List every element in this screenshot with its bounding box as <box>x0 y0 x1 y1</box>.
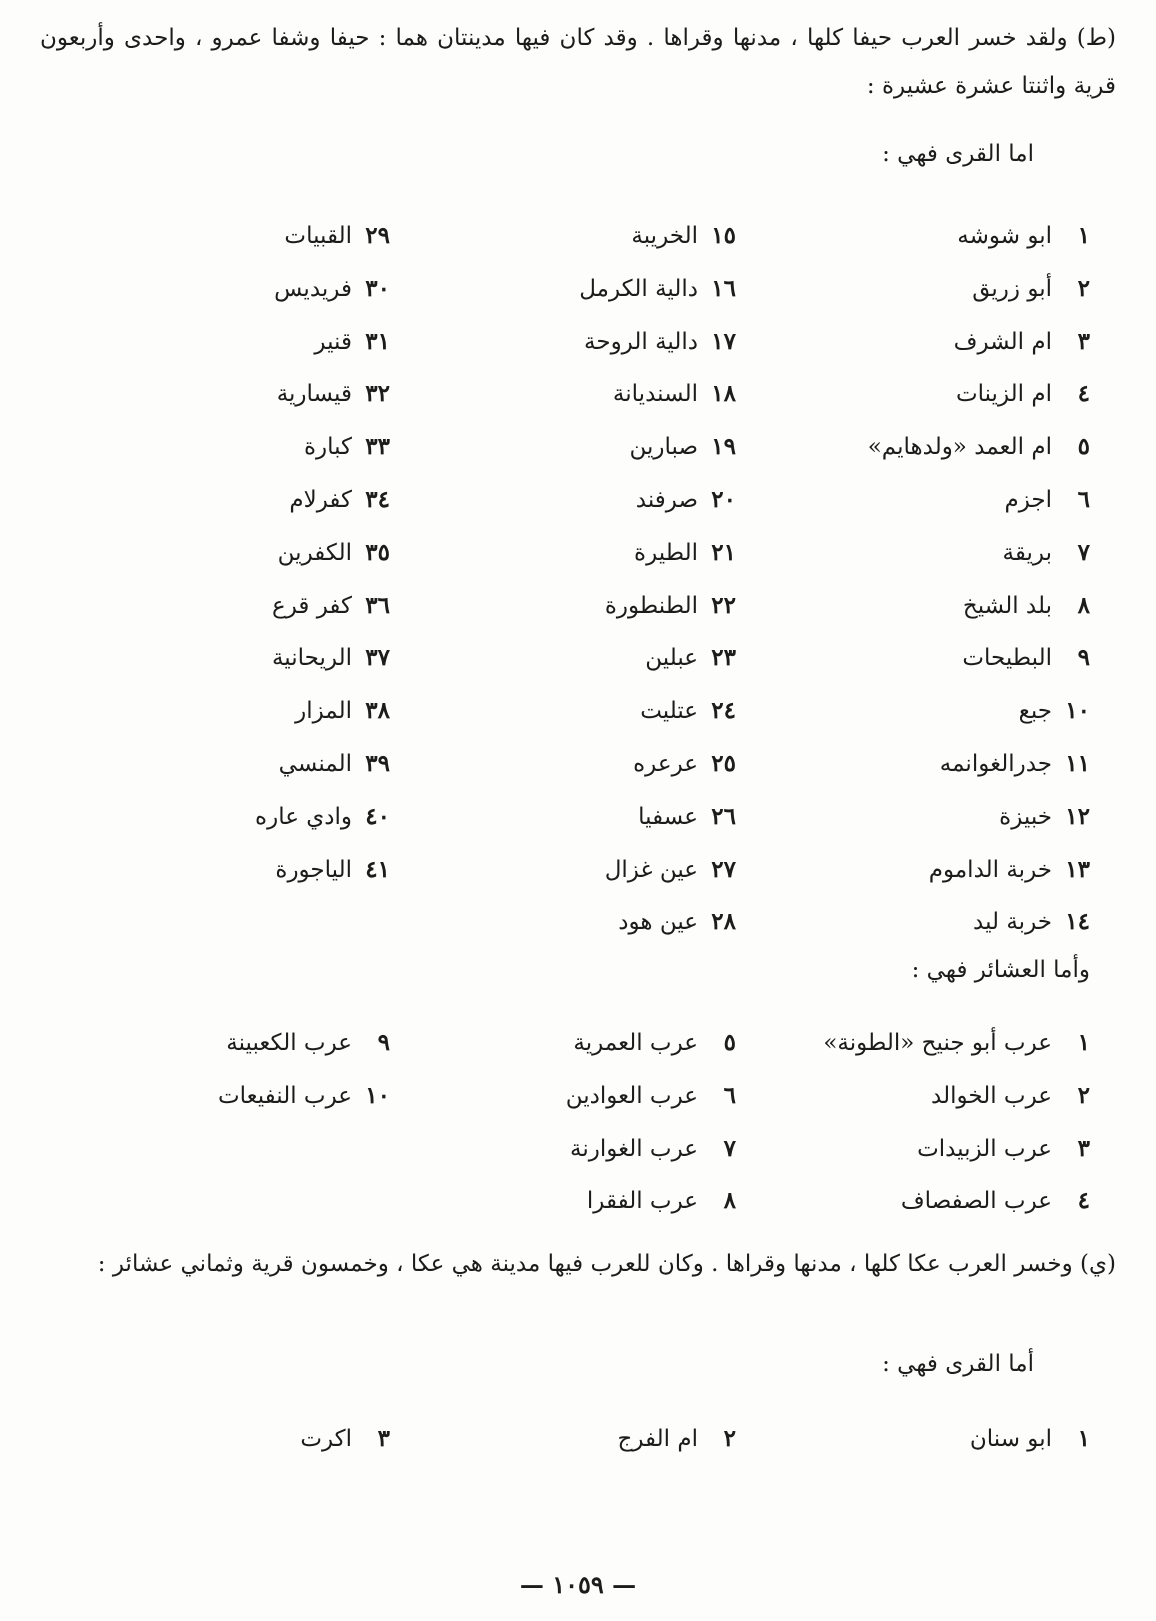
item-name: المنسي <box>278 750 352 777</box>
list-item <box>90 1413 390 1466</box>
item-number: ٢٠ <box>711 485 736 513</box>
paragraph-haifa: (ط) ولقد خسر العرب حيفا كلها ، مدنها وقراها . وقد كان فيها مدينتان هما : حيفا وشفا عمرو ، واحدى وأربعون قرية واثنتا عشرة عشيرة : <box>40 25 1116 99</box>
list-item <box>790 474 1090 527</box>
item-name: أبو زريق <box>972 275 1052 302</box>
haifa-tribes-column-2 <box>436 1017 736 1228</box>
item-number: ١ <box>1077 222 1090 249</box>
item-number: ١٢ <box>1065 802 1090 830</box>
list-item <box>436 210 736 263</box>
list-item <box>436 685 736 738</box>
item-name: جدرالغوانمه <box>939 750 1052 777</box>
item-name: دالية الروحة <box>584 328 698 355</box>
list-item <box>90 263 390 316</box>
item-number: ٣٩ <box>365 749 390 777</box>
item-number: ٩ <box>1077 644 1090 672</box>
item-number: ٢ <box>1077 274 1090 302</box>
item-number: ١٠ <box>365 1081 390 1109</box>
item-number: ٣٨ <box>365 697 390 725</box>
item-number: ٣ <box>377 1425 390 1452</box>
item-number: ٣٥ <box>365 538 390 566</box>
item-number: ١٨ <box>711 380 736 408</box>
item-number: ٢٩ <box>365 222 390 249</box>
item-number: ٤ <box>1077 1187 1090 1215</box>
item-number: ١٩ <box>711 433 736 461</box>
acre-villages-column-3 <box>90 1413 390 1466</box>
list-item <box>436 263 736 316</box>
item-number: ١ <box>1077 1029 1090 1056</box>
haifa-villages-column-3 <box>90 210 390 896</box>
item-number: ٢٦ <box>711 802 736 830</box>
item-number: ٢ <box>723 1425 736 1452</box>
haifa-villages-column-2 <box>436 210 736 949</box>
list-item <box>90 738 390 791</box>
list-item <box>790 844 1090 897</box>
item-name: السنديانة <box>612 381 698 408</box>
list-item <box>90 791 390 844</box>
haifa-villages-column-1 <box>790 210 1090 949</box>
list-item <box>790 1017 1090 1070</box>
item-name: قنير <box>314 328 352 355</box>
item-number: ٣٣ <box>365 433 390 461</box>
item-number: ٦ <box>723 1081 736 1109</box>
item-name: صرفند <box>635 486 698 513</box>
list-item <box>436 474 736 527</box>
item-name: عرعره <box>633 750 698 777</box>
item-name: الطيرة <box>634 539 698 566</box>
item-number: ٦ <box>1077 485 1090 513</box>
item-name: عرب الخوالد <box>931 1082 1052 1109</box>
haifa-tribes-column-1 <box>790 1017 1090 1228</box>
item-number: ١٤ <box>1065 908 1090 936</box>
list-item <box>90 421 390 474</box>
item-name: عرب العمرية <box>573 1030 698 1056</box>
list-item <box>436 896 736 949</box>
item-name: صبارين <box>629 434 698 461</box>
item-number: ٢٥ <box>711 749 736 777</box>
item-name: الطنطورة <box>604 592 698 619</box>
list-item <box>436 1070 736 1123</box>
item-number: ٢١ <box>711 538 736 566</box>
item-number: ٢٧ <box>711 855 736 883</box>
item-name: الخريبة <box>631 223 698 249</box>
list-item <box>90 316 390 369</box>
list-item <box>436 1123 736 1176</box>
item-number: ٣ <box>1077 327 1090 355</box>
item-name: اكرت <box>300 1426 352 1452</box>
item-name: عين غزال <box>604 856 698 883</box>
list-item <box>790 316 1090 369</box>
item-number: ٤١ <box>365 855 390 883</box>
haifa-tribes-column-3 <box>90 1017 390 1123</box>
item-number: ٥ <box>1077 433 1090 461</box>
list-item <box>90 632 390 685</box>
item-name: الكفرين <box>277 539 352 566</box>
list-item <box>436 368 736 421</box>
item-number: ١٧ <box>711 327 736 355</box>
item-name: الريحانية <box>271 645 352 672</box>
list-item <box>90 1070 390 1123</box>
item-name: كفرلام <box>289 486 352 513</box>
item-name: عسفيا <box>638 803 698 830</box>
list-item <box>790 421 1090 474</box>
item-name: الياجورة <box>275 856 352 883</box>
item-number: ٢٨ <box>711 908 736 936</box>
list-item <box>790 896 1090 949</box>
page-number: — ١٠٥٩ — <box>519 1570 637 1599</box>
item-name: قيسارية <box>276 381 352 408</box>
item-number: ١ <box>1077 1425 1090 1452</box>
list-item <box>90 474 390 527</box>
item-number: ٣٢ <box>365 380 390 408</box>
list-item <box>790 685 1090 738</box>
item-number: ٤٠ <box>365 802 390 830</box>
item-name: عين هود <box>618 909 698 936</box>
list-item <box>90 685 390 738</box>
item-name: عرب أبو جنيح «الطونة» <box>823 1030 1052 1056</box>
item-number: ١١ <box>1065 749 1090 777</box>
item-name: بلد الشيخ <box>962 592 1052 619</box>
heading-haifa-tribes: وأما العشائر فهي : <box>911 957 1090 983</box>
list-item <box>436 1175 736 1228</box>
list-item <box>90 210 390 263</box>
item-name: خبيزة <box>999 803 1052 830</box>
item-name: ابو شوشه <box>957 223 1052 249</box>
paragraph-acre: (ي) وخسر العرب عكا كلها ، مدنها وقراها . وكان للعرب فيها مدينة هي عكا ، وخمسون قرية وثماني عشائر : <box>97 1251 1116 1277</box>
list-item <box>790 368 1090 421</box>
list-item <box>436 632 736 685</box>
heading-acre-villages: أما القرى فهي : <box>882 1351 1034 1377</box>
item-name: فريديس <box>274 275 352 302</box>
list-item <box>436 316 736 369</box>
item-number: ٩ <box>377 1029 390 1056</box>
list-item <box>790 1413 1090 1466</box>
item-number: ٨ <box>1077 591 1090 619</box>
list-item <box>436 1017 736 1070</box>
list-item <box>436 527 736 580</box>
item-number: ٢٢ <box>711 591 736 619</box>
list-item <box>790 1123 1090 1176</box>
acre-villages-column-2 <box>436 1413 736 1466</box>
item-number: ٥ <box>723 1029 736 1056</box>
item-name: دالية الكرمل <box>579 275 698 302</box>
list-item <box>436 1413 736 1466</box>
item-number: ٢ <box>1077 1081 1090 1109</box>
item-name: البطيحات <box>962 645 1052 672</box>
item-name: خربة الداموم <box>928 856 1052 883</box>
item-name: كفر قرع <box>272 592 352 619</box>
heading-haifa-villages: اما القرى فهي : <box>882 141 1034 167</box>
list-item <box>436 421 736 474</box>
item-name: خربة ليد <box>973 909 1052 936</box>
item-number: ١٦ <box>711 274 736 302</box>
list-item <box>90 844 390 897</box>
item-name: القبيات <box>284 223 352 249</box>
item-name: ام الشرف <box>953 328 1052 355</box>
item-number: ٢٤ <box>711 697 736 725</box>
item-number: ٣٧ <box>365 644 390 672</box>
item-name: عرب الزبيدات <box>917 1135 1052 1162</box>
list-item <box>90 527 390 580</box>
item-number: ٧ <box>1077 538 1090 566</box>
item-number: ١٥ <box>711 222 736 249</box>
item-name: عتليت <box>640 698 698 725</box>
item-name: المزار <box>295 698 352 725</box>
item-number: ٣٤ <box>365 485 390 513</box>
item-name: ام العمد «ولدهايم» <box>867 434 1052 461</box>
list-item <box>790 527 1090 580</box>
list-item <box>790 1175 1090 1228</box>
item-number: ٧ <box>723 1134 736 1162</box>
list-item <box>90 580 390 633</box>
item-name: عرب العوادين <box>565 1082 698 1109</box>
item-name: عرب الكعبينة <box>226 1030 352 1056</box>
item-number: ٣٠ <box>365 274 390 302</box>
list-item <box>790 210 1090 263</box>
item-name: ام الزينات <box>955 381 1052 408</box>
list-item <box>790 632 1090 685</box>
item-number: ٣ <box>1077 1134 1090 1162</box>
item-name: عرب النفيعات <box>217 1082 352 1109</box>
item-number: ٣١ <box>365 327 390 355</box>
list-item <box>790 580 1090 633</box>
item-number: ٢٣ <box>711 644 736 672</box>
list-item <box>90 368 390 421</box>
item-name: كبارة <box>303 434 352 461</box>
item-name: ابو سنان <box>969 1426 1052 1452</box>
item-name: عرب الغوارنة <box>570 1135 698 1162</box>
list-item <box>790 263 1090 316</box>
item-name: عرب الصفصاف <box>900 1188 1052 1215</box>
item-name: وادي عاره <box>255 803 352 830</box>
list-item <box>90 1017 390 1070</box>
list-item <box>436 580 736 633</box>
item-name: ام الفرج <box>617 1426 698 1452</box>
item-name: اجزم <box>1004 486 1052 513</box>
item-number: ٨ <box>723 1187 736 1215</box>
item-name: جبع <box>1018 698 1052 725</box>
list-item <box>436 738 736 791</box>
item-name: عبلين <box>645 645 698 672</box>
item-name: عرب الفقرا <box>586 1188 698 1215</box>
item-number: ٣٦ <box>365 591 390 619</box>
item-number: ٤ <box>1077 380 1090 408</box>
item-name: بريقة <box>1002 539 1052 566</box>
acre-villages-column-1 <box>790 1413 1090 1466</box>
list-item <box>790 738 1090 791</box>
item-number: ١٠ <box>1065 697 1090 725</box>
list-item <box>436 844 736 897</box>
item-number: ١٣ <box>1065 855 1090 883</box>
list-item <box>790 791 1090 844</box>
list-item <box>790 1070 1090 1123</box>
list-item <box>436 791 736 844</box>
